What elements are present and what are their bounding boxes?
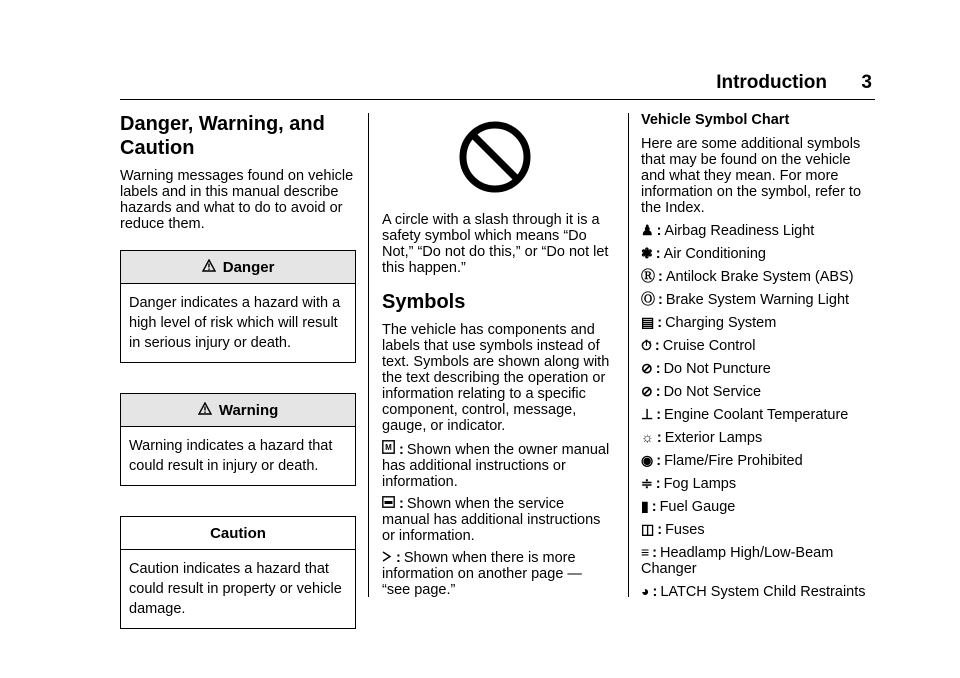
see-page-icon: [382, 550, 392, 566]
list-item: ⊘ : Do Not Puncture: [641, 360, 771, 377]
owner-manual-icon: [382, 442, 395, 458]
headlamp-beam-icon: ≡: [641, 544, 650, 560]
warning-title: Warning: [218, 402, 279, 419]
list-item: ⏱ : Cruise Control: [641, 337, 756, 354]
list-item: ◫ : Fuses: [641, 521, 705, 538]
latch-child-restraint-icon: ◕: [641, 583, 650, 599]
list-item: ☼ : Exterior Lamps: [641, 429, 763, 446]
chart-title: Vehicle Symbol Chart: [641, 112, 790, 128]
symbols-intro: The vehicle has components and labels that use symbols instead of text. Symbols are shown along with the text describing the operation or information relating to a specific component, control, message, gauge, or indicator.: [382, 322, 610, 434]
list-item: ⊥ : Engine Coolant Temperature: [641, 406, 849, 423]
do-not-puncture-icon: ⊘: [641, 360, 653, 376]
column-3: [641, 112, 873, 600]
danger-box: [120, 250, 356, 363]
chart-intro: Here are some additional symbols that may be found on the vehicle and what they mean. For more information on the symbol, refer to the Index.: [641, 136, 862, 216]
fog-lamps-icon: ≑: [641, 475, 653, 491]
caution-body: Caution indicates a hazard that could result in property or vehicle damage.: [129, 561, 342, 617]
danger-title: Danger: [222, 259, 275, 276]
list-item: ◕ : LATCH System Child Restraints: [641, 583, 866, 600]
warning-body: Warning indicates a hazard that could result in injury or death.: [129, 438, 333, 474]
warning-triangle-icon: [198, 402, 216, 419]
flame-prohibited-icon: ◉: [641, 452, 654, 468]
list-item: ≑ : Fog Lamps: [641, 475, 737, 492]
column-divider-2: [628, 113, 629, 597]
abs-icon: Ⓡ: [641, 268, 655, 284]
list-item: ♟ : Airbag Readiness Light: [641, 222, 815, 239]
fuses-icon: ◫: [641, 521, 655, 537]
air-conditioning-icon: ❃: [641, 245, 653, 261]
airbag-icon: ♟: [641, 222, 654, 238]
exterior-lamps-icon: ☼: [641, 429, 654, 445]
danger-body: Danger indicates a hazard with a high level of risk which will result in serious injury or death.: [129, 295, 341, 351]
list-item: Ⓞ : Brake System Warning Light: [641, 291, 850, 308]
list-item: Ⓡ : Antilock Brake System (ABS): [641, 268, 854, 285]
section-heading: Danger, Warning, and Caution: [120, 113, 325, 159]
coolant-temperature-icon: ⊥: [641, 406, 654, 422]
list-item: ❃ : Air Conditioning: [641, 245, 766, 262]
cruise-control-icon: ⏱: [641, 337, 652, 353]
prohibition-icon: [458, 120, 532, 194]
warning-box: [120, 393, 356, 486]
column-2: [382, 112, 614, 598]
battery-icon: ▤: [641, 314, 655, 330]
intro-paragraph: Warning messages found on vehicle labels and in this manual describe hazards and what to do to avoid or reduce them.: [120, 168, 354, 232]
do-not-service-icon: ⊘: [641, 383, 653, 399]
list-item: ▮ : Fuel Gauge: [641, 498, 736, 515]
caution-box: [120, 516, 356, 629]
symbols-heading: Symbols: [382, 291, 466, 313]
column-1: [120, 112, 356, 659]
warning-triangle-icon: [202, 259, 220, 276]
owner-manual-item: M : Shown when the owner manual has additional instructions or information.: [382, 442, 610, 490]
header-divider: [120, 99, 875, 100]
service-manual-item: : Shown when the service manual has additional instructions or information.: [382, 496, 601, 544]
list-item: ≡ : Headlamp High/Low-Beam Changer: [641, 544, 834, 577]
fuel-gauge-icon: ▮: [641, 498, 649, 514]
section-title: Introduction: [716, 72, 827, 93]
see-page-item: : Shown when there is more information on another page — “see page.”: [382, 550, 582, 598]
page-number: 3: [861, 72, 872, 93]
brake-warning-icon: Ⓞ: [641, 291, 655, 307]
column-divider-1: [368, 113, 369, 597]
service-manual-icon: [382, 496, 395, 512]
no-sign-paragraph: A circle with a slash through it is a safety symbol which means “Do Not,” “Do not do this,” or “Do not let this happen.”: [382, 212, 609, 276]
danger-header: [121, 251, 355, 284]
list-item: ⊘ : Do Not Service: [641, 383, 762, 400]
list-item: ◉ : Flame/Fire Prohibited: [641, 452, 803, 469]
warning-header: [121, 394, 355, 427]
svg-text:M: M: [385, 443, 392, 452]
list-item: ▤ : Charging System: [641, 314, 777, 331]
caution-header: Caution: [121, 517, 355, 550]
